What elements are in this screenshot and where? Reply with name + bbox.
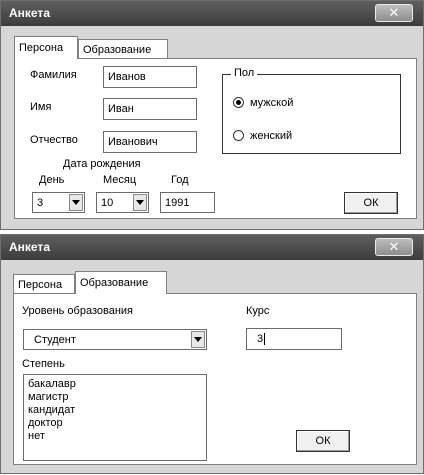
radio-female[interactable] (233, 130, 244, 141)
month-label: Месяц (103, 174, 137, 186)
chevron-down-icon[interactable] (191, 331, 205, 348)
tab-person[interactable] (13, 274, 75, 294)
degree-listbox[interactable] (23, 374, 207, 461)
chevron-down-icon[interactable] (69, 194, 83, 211)
name-label: Имя (30, 101, 52, 113)
education-level-value: Студент (34, 333, 76, 346)
tab-panel-person (14, 58, 417, 219)
tab-label: Персона (19, 42, 64, 54)
course-label: Курс (246, 305, 270, 317)
close-button[interactable] (375, 238, 413, 256)
close-icon: ✕ (388, 5, 400, 21)
tab-education[interactable] (78, 39, 168, 59)
list-item[interactable]: кандидат (28, 404, 76, 416)
chevron-down-icon[interactable] (133, 194, 147, 211)
anketa-window-person (0, 0, 424, 230)
patronymic-field[interactable]: Иванович (103, 131, 197, 153)
ok-button[interactable]: ОК (344, 192, 398, 214)
anketa-window-education (0, 234, 424, 474)
window-title: Анкета (9, 6, 50, 20)
text-caret (264, 333, 265, 345)
month-value: 10 (101, 196, 114, 209)
degree-label: Степень (22, 358, 65, 370)
close-icon: ✕ (388, 239, 400, 255)
radio-female-label: женский (250, 130, 293, 142)
month-select[interactable] (96, 192, 149, 213)
name-field[interactable]: Иван (103, 98, 197, 120)
gender-group-label: Пол (231, 67, 257, 79)
radio-male-label: мужской (250, 97, 294, 109)
tab-person[interactable] (14, 36, 78, 59)
day-value: 3 (37, 196, 44, 209)
patronymic-label: Отчество (30, 134, 78, 146)
list-item[interactable]: магистр (28, 391, 69, 403)
surname-field[interactable]: Иванов (103, 66, 197, 88)
day-select[interactable] (32, 192, 85, 213)
tab-label: Персона (18, 278, 63, 291)
education-level-label: Уровень образования (22, 305, 134, 317)
tab-panel-education (13, 293, 417, 465)
surname-label: Фамилия (30, 69, 77, 81)
day-label: День (39, 174, 65, 186)
gender-group (222, 67, 401, 154)
title-bar[interactable] (1, 235, 423, 260)
year-label: Год (171, 174, 189, 186)
tab-label: Образование (83, 43, 152, 56)
year-field[interactable]: 1991 (160, 192, 215, 213)
close-button[interactable] (375, 4, 413, 22)
education-level-select[interactable] (23, 329, 207, 350)
list-item[interactable]: доктор (28, 417, 63, 429)
course-field[interactable] (246, 328, 342, 350)
radio-male[interactable] (233, 97, 244, 108)
list-item[interactable]: нет (28, 430, 45, 442)
window-title: Анкета (9, 240, 50, 254)
tab-education[interactable] (75, 271, 167, 294)
ok-button[interactable]: ОК (296, 430, 350, 452)
list-item[interactable]: бакалавр (28, 378, 76, 390)
tab-label: Образование (80, 277, 149, 289)
birth-date-label: Дата рождения (63, 158, 141, 170)
course-value: 3 (257, 333, 264, 345)
title-bar[interactable] (1, 1, 423, 26)
